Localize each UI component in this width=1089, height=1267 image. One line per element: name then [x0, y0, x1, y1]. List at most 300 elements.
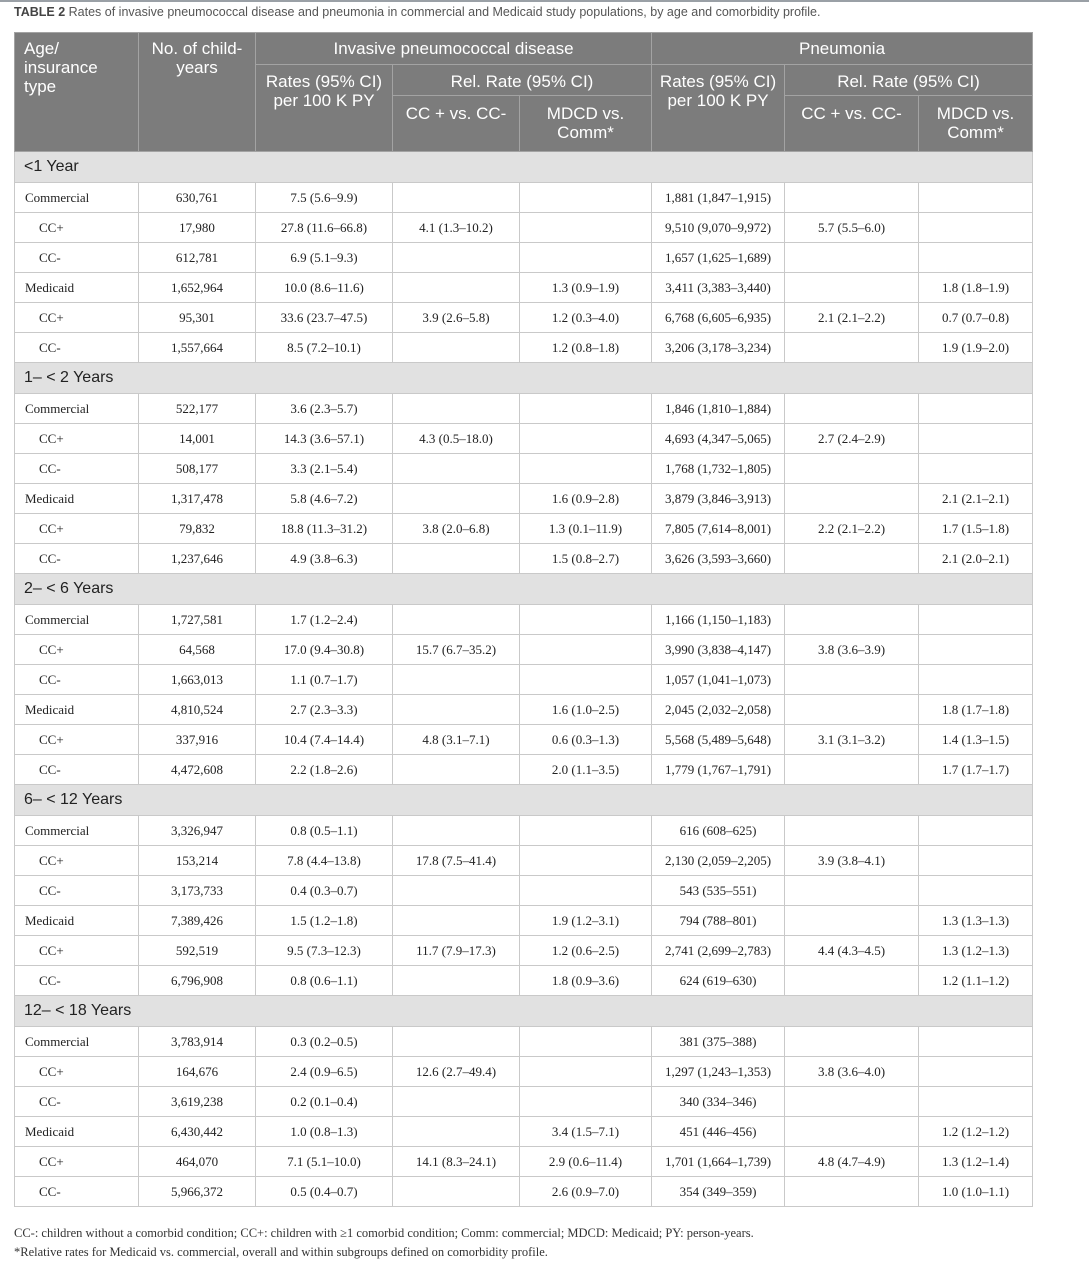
- cell-type: Medicaid: [15, 695, 139, 725]
- cell-pn-mdcd-vs: [919, 665, 1033, 695]
- cell-ipd-mdcd-vs: [520, 1087, 652, 1117]
- cell-ipd-rate: 7.8 (4.4–13.8): [256, 846, 393, 876]
- footnote-relative-rates: *Relative rates for Medicaid vs. commercial, overall and within subgroups defined on comorbidity profile.: [14, 1245, 548, 1259]
- cell-pn-mdcd-vs: [919, 213, 1033, 243]
- cell-pn-rate: 5,568 (5,489–5,648): [652, 725, 785, 755]
- cell-pn-cc-vs: 3.9 (3.8–4.1): [785, 846, 919, 876]
- table-row: [15, 454, 1033, 484]
- cell-pn-rate: 1,768 (1,732–1,805): [652, 454, 785, 484]
- cell-child-years: 1,237,646: [139, 544, 256, 574]
- cell-ipd-rate: 1.5 (1.2–1.8): [256, 906, 393, 936]
- cell-ipd-cc-vs: 11.7 (7.9–17.3): [393, 936, 520, 966]
- cell-type: CC-: [15, 665, 139, 695]
- cell-pn-rate: 1,297 (1,243–1,353): [652, 1057, 785, 1087]
- cell-ipd-cc-vs: [393, 544, 520, 574]
- cell-pn-cc-vs: [785, 966, 919, 996]
- cell-ipd-mdcd-vs: 2.6 (0.9–7.0): [520, 1177, 652, 1207]
- table-row: [15, 1117, 1033, 1147]
- cell-pn-rate: 1,881 (1,847–1,915): [652, 183, 785, 213]
- cell-pn-cc-vs: [785, 755, 919, 785]
- cell-pn-rate: 624 (619–630): [652, 966, 785, 996]
- cell-ipd-cc-vs: 15.7 (6.7–35.2): [393, 635, 520, 665]
- cell-pn-cc-vs: [785, 876, 919, 906]
- cell-ipd-rate: 3.3 (2.1–5.4): [256, 454, 393, 484]
- cell-pn-mdcd-vs: 2.1 (2.1–2.1): [919, 484, 1033, 514]
- cell-ipd-rate: 6.9 (5.1–9.3): [256, 243, 393, 273]
- table-row: [15, 966, 1033, 996]
- cell-pn-cc-vs: 3.1 (3.1–3.2): [785, 725, 919, 755]
- table-row: [15, 1087, 1033, 1117]
- cell-ipd-cc-vs: [393, 605, 520, 635]
- cell-ipd-mdcd-vs: 1.3 (0.9–1.9): [520, 273, 652, 303]
- cell-type: Medicaid: [15, 1117, 139, 1147]
- cell-pn-mdcd-vs: [919, 1057, 1033, 1087]
- cell-ipd-mdcd-vs: [520, 1057, 652, 1087]
- cell-type: Medicaid: [15, 273, 139, 303]
- cell-child-years: 1,727,581: [139, 605, 256, 635]
- cell-pn-cc-vs: [785, 243, 919, 273]
- cell-ipd-rate: 18.8 (11.3–31.2): [256, 514, 393, 544]
- header-pneumonia: Pneumonia: [652, 33, 1033, 65]
- section-title: 1– < 2 Years: [15, 363, 1033, 394]
- cell-child-years: 1,663,013: [139, 665, 256, 695]
- cell-pn-rate: 616 (608–625): [652, 816, 785, 846]
- cell-child-years: 592,519: [139, 936, 256, 966]
- cell-ipd-rate: 33.6 (23.7–47.5): [256, 303, 393, 333]
- table-row: [15, 243, 1033, 273]
- cell-type: Commercial: [15, 183, 139, 213]
- cell-pn-cc-vs: [785, 273, 919, 303]
- cell-type: CC-: [15, 333, 139, 363]
- cell-ipd-rate: 10.0 (8.6–11.6): [256, 273, 393, 303]
- cell-child-years: 3,783,914: [139, 1027, 256, 1057]
- cell-ipd-rate: 0.4 (0.3–0.7): [256, 876, 393, 906]
- cell-type: Medicaid: [15, 906, 139, 936]
- header-ipd-rel-rate: Rel. Rate (95% CI): [393, 65, 652, 96]
- cell-child-years: 7,389,426: [139, 906, 256, 936]
- cell-pn-rate: 6,768 (6,605–6,935): [652, 303, 785, 333]
- cell-child-years: 522,177: [139, 394, 256, 424]
- cell-ipd-cc-vs: [393, 816, 520, 846]
- cell-ipd-rate: 7.5 (5.6–9.9): [256, 183, 393, 213]
- cell-ipd-cc-vs: [393, 1087, 520, 1117]
- table-row: [15, 303, 1033, 333]
- table-caption: [14, 5, 820, 19]
- table-caption-text: Rates of invasive pneumococcal disease and pneumonia in commercial and Medicaid study populations, by age and comorbidity profile.: [68, 5, 821, 19]
- cell-ipd-rate: 8.5 (7.2–10.1): [256, 333, 393, 363]
- section-row: [15, 785, 1033, 816]
- cell-pn-mdcd-vs: [919, 394, 1033, 424]
- cell-type: CC+: [15, 725, 139, 755]
- cell-ipd-mdcd-vs: 1.2 (0.6–2.5): [520, 936, 652, 966]
- cell-pn-rate: 1,846 (1,810–1,884): [652, 394, 785, 424]
- cell-child-years: 6,430,442: [139, 1117, 256, 1147]
- cell-ipd-rate: 1.0 (0.8–1.3): [256, 1117, 393, 1147]
- table-row: [15, 1057, 1033, 1087]
- cell-child-years: 1,652,964: [139, 273, 256, 303]
- table-row: [15, 273, 1033, 303]
- cell-ipd-cc-vs: 17.8 (7.5–41.4): [393, 846, 520, 876]
- cell-type: CC+: [15, 846, 139, 876]
- cell-ipd-rate: 2.7 (2.3–3.3): [256, 695, 393, 725]
- cell-child-years: 4,810,524: [139, 695, 256, 725]
- cell-pn-cc-vs: 5.7 (5.5–6.0): [785, 213, 919, 243]
- table-row: [15, 333, 1033, 363]
- cell-ipd-mdcd-vs: [520, 454, 652, 484]
- cell-ipd-mdcd-vs: [520, 605, 652, 635]
- cell-ipd-rate: 9.5 (7.3–12.3): [256, 936, 393, 966]
- cell-child-years: 1,317,478: [139, 484, 256, 514]
- cell-ipd-cc-vs: [393, 1117, 520, 1147]
- cell-pn-cc-vs: [785, 394, 919, 424]
- cell-ipd-cc-vs: [393, 966, 520, 996]
- cell-pn-cc-vs: 2.1 (2.1–2.2): [785, 303, 919, 333]
- cell-pn-cc-vs: [785, 605, 919, 635]
- cell-ipd-mdcd-vs: 2.0 (1.1–3.5): [520, 755, 652, 785]
- cell-ipd-cc-vs: 3.8 (2.0–6.8): [393, 514, 520, 544]
- cell-type: CC-: [15, 966, 139, 996]
- header-child-years: No. of child-years: [139, 33, 256, 152]
- cell-pn-rate: 3,879 (3,846–3,913): [652, 484, 785, 514]
- header-age-type: Age/ insurance type: [15, 33, 139, 152]
- cell-ipd-cc-vs: 4.8 (3.1–7.1): [393, 725, 520, 755]
- cell-pn-mdcd-vs: 1.8 (1.7–1.8): [919, 695, 1033, 725]
- cell-pn-cc-vs: 3.8 (3.6–4.0): [785, 1057, 919, 1087]
- cell-pn-mdcd-vs: [919, 424, 1033, 454]
- table-row: [15, 635, 1033, 665]
- header-ipd-mdcd-vs: MDCD vs. Comm*: [520, 96, 652, 152]
- header-pn-rel-rate: Rel. Rate (95% CI): [785, 65, 1033, 96]
- cell-pn-mdcd-vs: [919, 816, 1033, 846]
- cell-ipd-rate: 7.1 (5.1–10.0): [256, 1147, 393, 1177]
- cell-pn-rate: 381 (375–388): [652, 1027, 785, 1057]
- cell-ipd-cc-vs: [393, 755, 520, 785]
- cell-type: CC+: [15, 514, 139, 544]
- cell-pn-rate: 4,693 (4,347–5,065): [652, 424, 785, 454]
- cell-ipd-mdcd-vs: [520, 394, 652, 424]
- cell-type: CC-: [15, 454, 139, 484]
- cell-pn-mdcd-vs: [919, 183, 1033, 213]
- header-ipd: Invasive pneumococcal disease: [256, 33, 652, 65]
- cell-child-years: 3,173,733: [139, 876, 256, 906]
- cell-ipd-mdcd-vs: [520, 1027, 652, 1057]
- cell-pn-mdcd-vs: 0.7 (0.7–0.8): [919, 303, 1033, 333]
- cell-child-years: 64,568: [139, 635, 256, 665]
- table-row: [15, 936, 1033, 966]
- cell-ipd-mdcd-vs: 1.8 (0.9–3.6): [520, 966, 652, 996]
- header-pn-mdcd-vs: MDCD vs. Comm*: [919, 96, 1033, 152]
- cell-ipd-rate: 10.4 (7.4–14.4): [256, 725, 393, 755]
- cell-pn-rate: 3,626 (3,593–3,660): [652, 544, 785, 574]
- cell-pn-mdcd-vs: [919, 243, 1033, 273]
- cell-ipd-cc-vs: 4.3 (0.5–18.0): [393, 424, 520, 454]
- cell-ipd-mdcd-vs: 0.6 (0.3–1.3): [520, 725, 652, 755]
- cell-pn-cc-vs: [785, 544, 919, 574]
- section-title: 2– < 6 Years: [15, 574, 1033, 605]
- section-title: 12– < 18 Years: [15, 996, 1033, 1027]
- cell-type: CC-: [15, 1087, 139, 1117]
- cell-pn-mdcd-vs: 1.2 (1.2–1.2): [919, 1117, 1033, 1147]
- section-row: [15, 996, 1033, 1027]
- cell-pn-mdcd-vs: 1.3 (1.2–1.3): [919, 936, 1033, 966]
- cell-pn-mdcd-vs: 1.8 (1.8–1.9): [919, 273, 1033, 303]
- cell-pn-rate: 9,510 (9,070–9,972): [652, 213, 785, 243]
- cell-ipd-mdcd-vs: 1.2 (0.8–1.8): [520, 333, 652, 363]
- cell-child-years: 79,832: [139, 514, 256, 544]
- cell-ipd-mdcd-vs: [520, 424, 652, 454]
- rates-table: [14, 32, 1033, 1207]
- cell-type: CC-: [15, 544, 139, 574]
- cell-pn-mdcd-vs: [919, 454, 1033, 484]
- cell-type: CC+: [15, 936, 139, 966]
- cell-pn-mdcd-vs: 1.7 (1.5–1.8): [919, 514, 1033, 544]
- section-row: [15, 152, 1033, 183]
- section-row: [15, 574, 1033, 605]
- table-row: [15, 514, 1033, 544]
- cell-ipd-cc-vs: [393, 394, 520, 424]
- cell-pn-rate: 451 (446–456): [652, 1117, 785, 1147]
- cell-pn-rate: 2,045 (2,032–2,058): [652, 695, 785, 725]
- cell-pn-cc-vs: [785, 484, 919, 514]
- cell-type: CC+: [15, 213, 139, 243]
- cell-child-years: 5,966,372: [139, 1177, 256, 1207]
- cell-pn-cc-vs: [785, 665, 919, 695]
- cell-pn-rate: 340 (334–346): [652, 1087, 785, 1117]
- cell-ipd-rate: 17.0 (9.4–30.8): [256, 635, 393, 665]
- cell-type: Commercial: [15, 394, 139, 424]
- cell-pn-mdcd-vs: 1.9 (1.9–2.0): [919, 333, 1033, 363]
- cell-child-years: 1,557,664: [139, 333, 256, 363]
- cell-pn-rate: 354 (349–359): [652, 1177, 785, 1207]
- header-pn-cc-vs: CC + vs. CC-: [785, 96, 919, 152]
- cell-ipd-rate: 0.5 (0.4–0.7): [256, 1177, 393, 1207]
- cell-ipd-mdcd-vs: 1.6 (0.9–2.8): [520, 484, 652, 514]
- table-row: [15, 665, 1033, 695]
- cell-type: Commercial: [15, 1027, 139, 1057]
- cell-type: CC-: [15, 1177, 139, 1207]
- cell-child-years: 337,916: [139, 725, 256, 755]
- cell-ipd-rate: 0.3 (0.2–0.5): [256, 1027, 393, 1057]
- cell-pn-cc-vs: [785, 816, 919, 846]
- cell-pn-rate: 2,741 (2,699–2,783): [652, 936, 785, 966]
- table-row: [15, 424, 1033, 454]
- cell-pn-rate: 1,779 (1,767–1,791): [652, 755, 785, 785]
- cell-ipd-rate: 5.8 (4.6–7.2): [256, 484, 393, 514]
- cell-child-years: 3,326,947: [139, 816, 256, 846]
- cell-type: CC-: [15, 755, 139, 785]
- table-row: [15, 605, 1033, 635]
- cell-ipd-cc-vs: [393, 695, 520, 725]
- table-row: [15, 1177, 1033, 1207]
- cell-ipd-mdcd-vs: [520, 846, 652, 876]
- cell-pn-cc-vs: 2.2 (2.1–2.2): [785, 514, 919, 544]
- cell-ipd-mdcd-vs: 3.4 (1.5–7.1): [520, 1117, 652, 1147]
- cell-ipd-mdcd-vs: 1.2 (0.3–4.0): [520, 303, 652, 333]
- cell-pn-cc-vs: [785, 454, 919, 484]
- cell-ipd-rate: 14.3 (3.6–57.1): [256, 424, 393, 454]
- cell-child-years: 164,676: [139, 1057, 256, 1087]
- table-row: [15, 544, 1033, 574]
- cell-type: Commercial: [15, 605, 139, 635]
- cell-pn-cc-vs: [785, 333, 919, 363]
- cell-ipd-mdcd-vs: [520, 816, 652, 846]
- cell-child-years: 153,214: [139, 846, 256, 876]
- cell-child-years: 6,796,908: [139, 966, 256, 996]
- table-row: [15, 213, 1033, 243]
- cell-ipd-cc-vs: [393, 333, 520, 363]
- header-ipd-rates: Rates (95% CI) per 100 K PY: [256, 65, 393, 152]
- cell-type: CC+: [15, 1057, 139, 1087]
- section-title: 6– < 12 Years: [15, 785, 1033, 816]
- cell-ipd-mdcd-vs: [520, 665, 652, 695]
- section-title: <1 Year: [15, 152, 1033, 183]
- table-caption-label: TABLE 2: [14, 5, 66, 19]
- cell-pn-rate: 1,166 (1,150–1,183): [652, 605, 785, 635]
- cell-ipd-cc-vs: [393, 183, 520, 213]
- cell-pn-cc-vs: [785, 183, 919, 213]
- footnote-abbreviations: CC-: children without a comorbid condition; CC+: children with ≥1 comorbid condition; Comm: commercial; MDCD: Medicaid; PY: person-years.: [14, 1226, 754, 1240]
- cell-pn-mdcd-vs: 1.0 (1.0–1.1): [919, 1177, 1033, 1207]
- cell-ipd-rate: 3.6 (2.3–5.7): [256, 394, 393, 424]
- cell-ipd-cc-vs: [393, 484, 520, 514]
- cell-ipd-mdcd-vs: [520, 243, 652, 273]
- cell-type: CC-: [15, 243, 139, 273]
- cell-pn-cc-vs: [785, 1177, 919, 1207]
- cell-ipd-cc-vs: [393, 665, 520, 695]
- top-rule: [0, 0, 1089, 2]
- cell-ipd-cc-vs: [393, 454, 520, 484]
- cell-pn-mdcd-vs: 2.1 (2.0–2.1): [919, 544, 1033, 574]
- cell-type: CC+: [15, 635, 139, 665]
- cell-pn-cc-vs: 4.8 (4.7–4.9): [785, 1147, 919, 1177]
- cell-ipd-rate: 0.2 (0.1–0.4): [256, 1087, 393, 1117]
- cell-child-years: 612,781: [139, 243, 256, 273]
- cell-ipd-mdcd-vs: 1.3 (0.1–11.9): [520, 514, 652, 544]
- table-row: [15, 695, 1033, 725]
- table-row: [15, 394, 1033, 424]
- table-row: [15, 725, 1033, 755]
- table-row: [15, 876, 1033, 906]
- cell-ipd-rate: 2.2 (1.8–2.6): [256, 755, 393, 785]
- cell-pn-rate: 2,130 (2,059–2,205): [652, 846, 785, 876]
- cell-ipd-cc-vs: [393, 1177, 520, 1207]
- cell-ipd-mdcd-vs: 1.6 (1.0–2.5): [520, 695, 652, 725]
- cell-ipd-cc-vs: [393, 1027, 520, 1057]
- cell-pn-cc-vs: 3.8 (3.6–3.9): [785, 635, 919, 665]
- cell-pn-rate: 3,411 (3,383–3,440): [652, 273, 785, 303]
- cell-ipd-cc-vs: 14.1 (8.3–24.1): [393, 1147, 520, 1177]
- table-row: [15, 816, 1033, 846]
- section-row: [15, 363, 1033, 394]
- cell-ipd-mdcd-vs: [520, 876, 652, 906]
- cell-pn-mdcd-vs: [919, 846, 1033, 876]
- cell-pn-mdcd-vs: [919, 605, 1033, 635]
- cell-pn-mdcd-vs: 1.4 (1.3–1.5): [919, 725, 1033, 755]
- table-row: [15, 755, 1033, 785]
- cell-ipd-cc-vs: [393, 243, 520, 273]
- cell-pn-mdcd-vs: [919, 876, 1033, 906]
- cell-child-years: 630,761: [139, 183, 256, 213]
- table-header: [15, 33, 1033, 152]
- table-row: [15, 846, 1033, 876]
- cell-child-years: 508,177: [139, 454, 256, 484]
- cell-type: Commercial: [15, 816, 139, 846]
- cell-pn-mdcd-vs: [919, 1087, 1033, 1117]
- cell-ipd-rate: 0.8 (0.6–1.1): [256, 966, 393, 996]
- cell-child-years: 95,301: [139, 303, 256, 333]
- cell-ipd-cc-vs: [393, 876, 520, 906]
- cell-pn-mdcd-vs: [919, 635, 1033, 665]
- cell-ipd-cc-vs: [393, 906, 520, 936]
- cell-pn-rate: 3,990 (3,838–4,147): [652, 635, 785, 665]
- cell-pn-mdcd-vs: 1.7 (1.7–1.7): [919, 755, 1033, 785]
- cell-ipd-rate: 1.1 (0.7–1.7): [256, 665, 393, 695]
- cell-ipd-cc-vs: 12.6 (2.7–49.4): [393, 1057, 520, 1087]
- cell-ipd-rate: 1.7 (1.2–2.4): [256, 605, 393, 635]
- cell-type: CC-: [15, 876, 139, 906]
- cell-pn-cc-vs: [785, 1027, 919, 1057]
- cell-pn-rate: 794 (788–801): [652, 906, 785, 936]
- cell-ipd-cc-vs: 3.9 (2.6–5.8): [393, 303, 520, 333]
- cell-pn-mdcd-vs: 1.3 (1.3–1.3): [919, 906, 1033, 936]
- cell-pn-rate: 7,805 (7,614–8,001): [652, 514, 785, 544]
- cell-type: CC+: [15, 303, 139, 333]
- table-row: [15, 1027, 1033, 1057]
- cell-child-years: 14,001: [139, 424, 256, 454]
- cell-ipd-mdcd-vs: 1.9 (1.2–3.1): [520, 906, 652, 936]
- cell-ipd-rate: 2.4 (0.9–6.5): [256, 1057, 393, 1087]
- cell-pn-rate: 1,657 (1,625–1,689): [652, 243, 785, 273]
- cell-ipd-rate: 0.8 (0.5–1.1): [256, 816, 393, 846]
- cell-ipd-rate: 27.8 (11.6–66.8): [256, 213, 393, 243]
- cell-ipd-mdcd-vs: 1.5 (0.8–2.7): [520, 544, 652, 574]
- cell-child-years: 3,619,238: [139, 1087, 256, 1117]
- table-row: [15, 1147, 1033, 1177]
- cell-pn-mdcd-vs: 1.3 (1.2–1.4): [919, 1147, 1033, 1177]
- cell-ipd-cc-vs: 4.1 (1.3–10.2): [393, 213, 520, 243]
- cell-type: CC+: [15, 1147, 139, 1177]
- cell-pn-cc-vs: [785, 695, 919, 725]
- cell-pn-rate: 1,057 (1,041–1,073): [652, 665, 785, 695]
- cell-child-years: 17,980: [139, 213, 256, 243]
- cell-ipd-mdcd-vs: [520, 213, 652, 243]
- cell-pn-cc-vs: [785, 1087, 919, 1117]
- cell-pn-mdcd-vs: 1.2 (1.1–1.2): [919, 966, 1033, 996]
- cell-ipd-mdcd-vs: 2.9 (0.6–11.4): [520, 1147, 652, 1177]
- cell-pn-rate: 3,206 (3,178–3,234): [652, 333, 785, 363]
- cell-ipd-rate: 4.9 (3.8–6.3): [256, 544, 393, 574]
- cell-pn-cc-vs: [785, 1117, 919, 1147]
- cell-type: Medicaid: [15, 484, 139, 514]
- cell-ipd-cc-vs: [393, 273, 520, 303]
- header-ipd-cc-vs: CC + vs. CC-: [393, 96, 520, 152]
- table-row: [15, 906, 1033, 936]
- table-row: [15, 183, 1033, 213]
- cell-type: CC+: [15, 424, 139, 454]
- cell-child-years: 4,472,608: [139, 755, 256, 785]
- table-body: [15, 152, 1033, 1207]
- cell-pn-mdcd-vs: [919, 1027, 1033, 1057]
- table-row: [15, 484, 1033, 514]
- cell-ipd-mdcd-vs: [520, 183, 652, 213]
- cell-pn-cc-vs: [785, 906, 919, 936]
- cell-pn-cc-vs: 4.4 (4.3–4.5): [785, 936, 919, 966]
- cell-pn-rate: 543 (535–551): [652, 876, 785, 906]
- cell-pn-cc-vs: 2.7 (2.4–2.9): [785, 424, 919, 454]
- cell-child-years: 464,070: [139, 1147, 256, 1177]
- header-pn-rates: Rates (95% CI) per 100 K PY: [652, 65, 785, 152]
- cell-ipd-mdcd-vs: [520, 635, 652, 665]
